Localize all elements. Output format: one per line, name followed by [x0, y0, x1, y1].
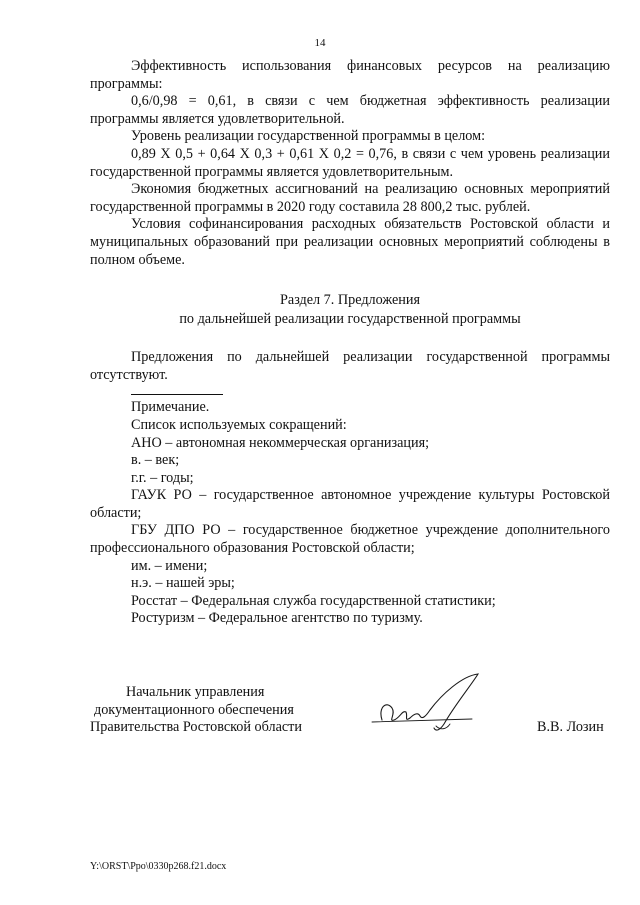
abbreviation-item: ГАУК РО – государственное автономное учреждение культуры Ростовской области; — [90, 487, 610, 521]
abbreviation-item: Ростуризм – Федеральное агентство по туризму. — [131, 610, 423, 627]
note-block — [90, 399, 610, 628]
paragraph-efficiency-calc: 0,6/0,98 = 0,61, в связи с чем бюджетная эффективность реализации программы является удовлетворительной. — [90, 93, 610, 127]
abbreviations-title: Список используемых сокращений: — [131, 416, 347, 433]
section-title-line1: Раздел 7. Предложения — [280, 292, 420, 309]
handwritten-signature — [322, 672, 492, 742]
paragraph-level-calc: 0,89 Х 0,5 + 0,64 Х 0,3 + 0,61 Х 0,2 = 0,76, в связи с чем уровень реализации государственной программы является удовлетворительным. — [90, 145, 610, 180]
abbreviation-item: ГБУ ДПО РО – государственное бюджетное учреждение дополнительного профессионального образования Ростовской области; — [90, 522, 610, 557]
section-text: Предложения по дальнейшей реализации государственной программы отсутствуют. — [90, 349, 610, 383]
signatory-title-line2: документационного обеспечения — [94, 701, 294, 718]
paragraph-level: Уровень реализации государственной программы в целом: — [131, 128, 486, 145]
signatory-title-line1: Начальник управления — [126, 684, 265, 700]
paragraph-efficiency: Эффективность использования финансовых ресурсов на реализацию программы: — [90, 58, 610, 92]
section-title-line2: по дальнейшей реализации государственной программы — [179, 311, 521, 328]
signatory-name: В.В. Лозин — [537, 719, 604, 735]
signatory-title — [90, 684, 330, 737]
abbreviation-item: н.э. – нашей эры; — [131, 575, 235, 592]
paragraph-savings: Экономия бюджетных ассигнований на реализацию основных мероприятий государственной программы в 2020 году составила 28 800,2 тыс. рублей. — [90, 181, 610, 215]
abbreviation-item: АНО – автономная некоммерческая организация; — [131, 434, 430, 451]
paragraph-cofinancing: Условия софинансирования расходных обязательств Ростовской области и муниципальных образований при реализации основных мероприятий соблюдены в полном объеме. — [90, 216, 610, 268]
section-heading — [90, 291, 610, 329]
file-path-footer: Y:\ORST\Ppo\0330p268.f21.docx — [90, 861, 227, 872]
footnote-divider — [131, 394, 223, 395]
note-heading: Примечание. — [131, 399, 210, 416]
signatory-title-line3: Правительства Ростовской области — [90, 719, 302, 736]
abbreviation-item: Росстат – Федеральная служба государственной статистики; — [131, 592, 496, 609]
page-number: 14 — [314, 37, 326, 49]
document-body — [90, 58, 610, 628]
abbreviation-item: им. – имени; — [131, 557, 208, 574]
abbreviation-item: г.г. – годы; — [131, 469, 194, 486]
abbreviation-item: в. – век; — [131, 452, 180, 469]
